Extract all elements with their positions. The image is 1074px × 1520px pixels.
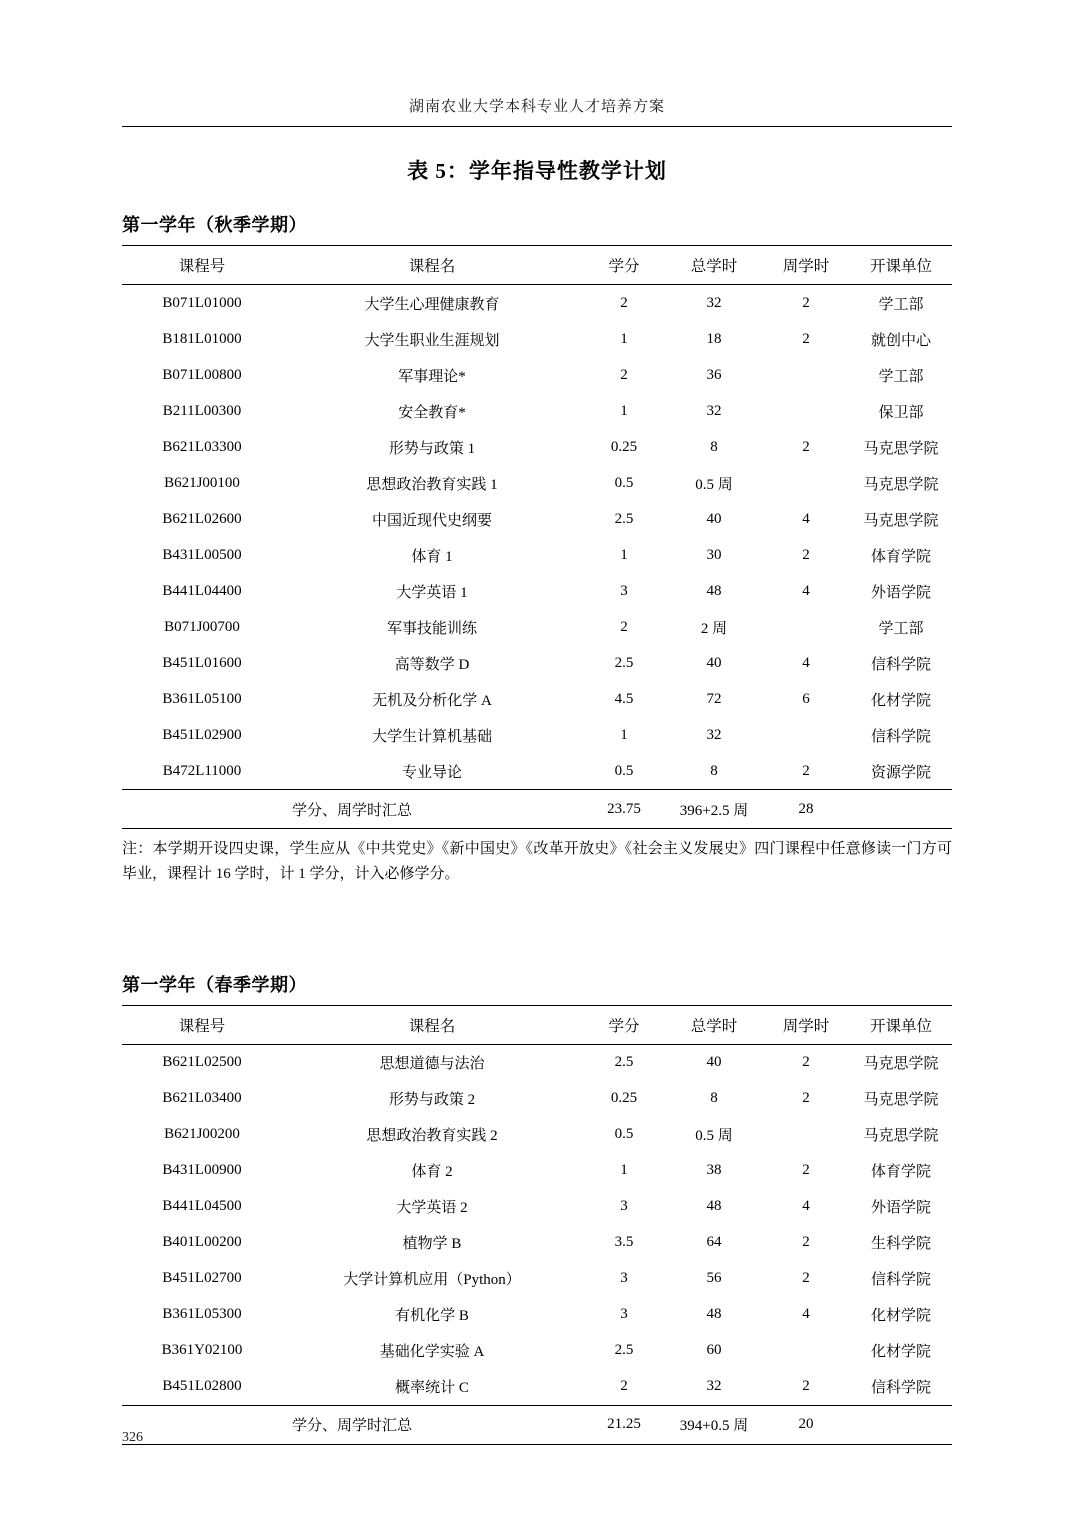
cell-name: 大学英语 2 [396, 1200, 468, 1216]
cell-week [762, 609, 850, 645]
cell-credit: 0.5 [614, 762, 634, 779]
header-divider [122, 126, 952, 127]
cell-credit: 3 [620, 582, 628, 599]
cell-credit: 2.5 [614, 654, 634, 671]
page-title: 表 5：学年指导性教学计划 [407, 159, 667, 183]
cell-total: 48 [706, 1306, 722, 1322]
cell-name: 大学生心理健康教育 [364, 296, 500, 313]
cell-week: 2 [802, 1270, 810, 1286]
summary-credit: 21.25 [607, 1416, 641, 1432]
summary-row-spring [122, 1405, 952, 1444]
cell-dept: 马克思学院 [863, 1128, 939, 1144]
cell-name: 军事技能训练 [386, 620, 477, 637]
plan-table-autumn [122, 245, 952, 829]
table-header-row [122, 246, 952, 285]
cell-code: B451L02700 [162, 1270, 242, 1286]
cell-name: 思想政治教育实践 1 [366, 476, 498, 493]
cell-week: 2 [802, 438, 810, 455]
table-row [122, 1081, 952, 1117]
table-row [122, 1225, 952, 1261]
cell-code: B441L04400 [162, 582, 242, 599]
cell-dept: 资源学院 [870, 764, 931, 781]
cell-total: 60 [706, 1342, 722, 1358]
cell-dept: 保卫部 [878, 404, 924, 421]
cell-name: 大学生职业生涯规划 [364, 332, 500, 349]
table-row [122, 501, 952, 537]
cell-total: 38 [706, 1162, 722, 1178]
cell-week [762, 393, 850, 429]
table-body-spring [122, 1044, 952, 1444]
cell-total: 32 [706, 294, 722, 311]
table-note-autumn: 注：本学期开设四史课，学生应从《中共党史》《新中国史》《改革开放史》《社会主义发展史》四门课程中任意修读一门方可毕业，课程计 16 学时，计 1 学分，计入必修学分。 [122, 841, 952, 882]
cell-dept: 化材学院 [870, 1308, 931, 1324]
cell-total: 56 [706, 1270, 722, 1286]
column-header-name: 课程名 [408, 258, 456, 275]
table-row [122, 429, 952, 465]
cell-week [762, 717, 850, 753]
cell-dept: 马克思学院 [863, 476, 939, 493]
cell-name: 植物学 B [402, 1236, 462, 1252]
table-row [122, 609, 952, 645]
cell-code: B071L01000 [162, 294, 242, 311]
table-row [122, 357, 952, 393]
cell-credit: 3 [620, 1198, 628, 1214]
cell-name: 无机及分析化学 A [372, 692, 492, 709]
cell-total: 40 [706, 510, 722, 527]
cell-name: 有机化学 B [395, 1308, 469, 1324]
cell-dept: 信科学院 [870, 1272, 931, 1288]
cell-credit: 2 [620, 1378, 628, 1394]
section-title-autumn: 第一学年（秋季学期） [122, 215, 307, 235]
cell-dept: 马克思学院 [863, 512, 939, 529]
cell-code: B621J00100 [164, 474, 240, 491]
cell-total: 18 [706, 330, 722, 347]
cell-name: 大学生计算机基础 [371, 728, 492, 745]
cell-dept: 马克思学院 [863, 440, 939, 457]
cell-credit: 1 [620, 1162, 628, 1178]
cell-credit: 1 [620, 402, 628, 419]
cell-week: 2 [802, 330, 810, 347]
cell-credit: 4.5 [614, 690, 634, 707]
cell-dept: 生科学院 [870, 1236, 931, 1252]
cell-dept: 化材学院 [870, 692, 931, 709]
cell-dept: 学工部 [878, 296, 924, 313]
cell-dept: 外语学院 [870, 1200, 931, 1216]
cell-week: 2 [802, 1378, 810, 1394]
summary-dept [850, 790, 952, 829]
summary-label: 学分、周学时汇总 [291, 802, 412, 819]
cell-name: 形势与政策 1 [388, 440, 476, 457]
cell-name: 大学计算机应用（Python） [343, 1272, 521, 1288]
table-row [122, 1117, 952, 1153]
cell-credit: 0.5 [614, 1126, 634, 1142]
cell-week: 4 [802, 1198, 810, 1214]
cell-credit: 1 [620, 546, 628, 563]
column-header-total-hours: 总学时 [690, 258, 738, 275]
section-title-spring: 第一学年（春季学期） [122, 974, 307, 995]
column-header-name: 课程名 [408, 1017, 456, 1035]
cell-code: B472L11000 [162, 762, 242, 779]
table-row [122, 645, 952, 681]
cell-credit: 2.5 [614, 510, 634, 527]
column-header-weekly-hours: 周学时 [782, 258, 830, 275]
cell-name: 安全教育* [398, 404, 466, 421]
cell-total: 48 [706, 1198, 722, 1214]
cell-name: 大学英语 1 [396, 584, 468, 601]
cell-name: 思想政治教育实践 2 [366, 1128, 498, 1144]
cell-total: 72 [706, 690, 722, 707]
table-row [122, 1333, 952, 1369]
cell-total: 8 [710, 762, 718, 779]
cell-week: 2 [802, 1234, 810, 1250]
cell-week: 4 [802, 1306, 810, 1322]
summary-week: 28 [798, 800, 814, 817]
cell-code: B361Y02100 [161, 1342, 243, 1358]
cell-code: B451L01600 [162, 654, 242, 671]
cell-name: 高等数学 D [394, 656, 470, 673]
cell-code: B211L00300 [162, 402, 242, 419]
cell-total: 48 [706, 582, 722, 599]
cell-total: 0.5 周 [695, 476, 733, 493]
column-header-total-hours: 总学时 [690, 1017, 738, 1035]
column-header-credit: 学分 [608, 258, 640, 275]
cell-week [762, 1333, 850, 1369]
cell-credit: 1 [620, 726, 628, 743]
cell-credit: 2.5 [614, 1054, 634, 1070]
cell-credit: 2 [620, 618, 628, 635]
cell-week: 2 [802, 294, 810, 311]
cell-credit: 0.25 [610, 438, 638, 455]
cell-total: 2 周 [700, 620, 728, 637]
cell-dept: 就创中心 [870, 332, 931, 349]
cell-total: 30 [706, 546, 722, 563]
cell-dept: 体育学院 [870, 1164, 931, 1180]
cell-name: 形势与政策 2 [388, 1092, 476, 1108]
cell-dept: 信科学院 [870, 1380, 931, 1396]
summary-credit: 23.75 [607, 800, 641, 817]
cell-dept: 信科学院 [870, 728, 931, 745]
cell-code: B441L04500 [162, 1198, 242, 1214]
cell-credit: 2 [620, 366, 628, 383]
table-header-spring [122, 1005, 952, 1044]
cell-week: 4 [802, 654, 810, 671]
cell-dept: 体育学院 [870, 548, 931, 565]
cell-credit: 0.25 [610, 1090, 638, 1106]
cell-total: 0.5 周 [695, 1128, 733, 1144]
cell-credit: 3.5 [614, 1234, 634, 1250]
summary-row-autumn [122, 790, 952, 829]
cell-code: B071L00800 [162, 366, 242, 383]
cell-credit: 2.5 [614, 1342, 634, 1358]
cell-week: 2 [802, 1054, 810, 1070]
summary-dept [850, 1405, 952, 1444]
table-row [122, 465, 952, 501]
cell-total: 40 [706, 654, 722, 671]
cell-code: B181L01000 [162, 330, 242, 347]
cell-total: 8 [710, 438, 718, 455]
cell-total: 64 [706, 1234, 722, 1250]
cell-week: 2 [802, 1090, 810, 1106]
cell-credit: 1 [620, 330, 628, 347]
cell-code: B431L00500 [162, 546, 242, 563]
table-row [122, 681, 952, 717]
plan-table-spring [122, 1005, 952, 1445]
column-header-credit: 学分 [608, 1017, 640, 1035]
cell-dept: 外语学院 [870, 584, 931, 601]
cell-code: B361L05300 [162, 1306, 242, 1322]
table-row [122, 1297, 952, 1333]
cell-total: 40 [706, 1054, 722, 1070]
cell-code: B451L02900 [162, 726, 242, 743]
cell-week: 4 [802, 510, 810, 527]
cell-code: B621L02600 [162, 510, 242, 527]
cell-total: 32 [706, 402, 722, 419]
table-header-row [122, 1005, 952, 1044]
table-row [122, 285, 952, 322]
cell-name: 中国近现代史纲要 [371, 512, 492, 529]
cell-name: 基础化学实验 A [379, 1344, 485, 1360]
cell-total: 8 [710, 1090, 718, 1106]
cell-week: 6 [802, 690, 810, 707]
running-head: 湖南农业大学本科专业人才培养方案 [408, 99, 665, 115]
cell-code: B621L02500 [162, 1054, 242, 1070]
table-row [122, 321, 952, 357]
cell-code: B361L05100 [162, 690, 242, 707]
section-spacer [0, 887, 1074, 945]
cell-week [762, 1117, 850, 1153]
column-header-weekly-hours: 周学时 [782, 1017, 830, 1035]
cell-credit: 3 [620, 1270, 628, 1286]
cell-dept: 马克思学院 [863, 1092, 939, 1108]
cell-code: B621L03400 [162, 1090, 242, 1106]
cell-code: B071J00700 [164, 618, 240, 635]
cell-total: 36 [706, 366, 722, 383]
table-row [122, 573, 952, 609]
table-row [122, 753, 952, 790]
cell-credit: 0.5 [614, 474, 634, 491]
cell-code: B431L00900 [162, 1162, 242, 1178]
table-header-autumn [122, 246, 952, 285]
summary-total: 394+0.5 周 [679, 1418, 749, 1434]
cell-name: 概率统计 C [395, 1380, 469, 1396]
column-header-department: 开课单位 [869, 1017, 932, 1035]
table-row [122, 1153, 952, 1189]
table-row [122, 393, 952, 429]
cell-week [762, 465, 850, 501]
summary-label: 学分、周学时汇总 [291, 1418, 412, 1434]
table-row [122, 1189, 952, 1225]
cell-week: 2 [802, 1162, 810, 1178]
table-row [122, 717, 952, 753]
cell-week: 2 [802, 546, 810, 563]
cell-week: 2 [802, 762, 810, 779]
cell-name: 体育 1 [411, 548, 453, 565]
column-header-code: 课程号 [178, 258, 226, 275]
cell-dept: 学工部 [878, 368, 924, 385]
cell-name: 专业导论 [401, 764, 462, 781]
summary-week: 20 [798, 1416, 814, 1432]
cell-name: 思想道德与法治 [379, 1056, 485, 1072]
column-header-code: 课程号 [178, 1017, 226, 1035]
cell-name: 军事理论* [398, 368, 466, 385]
cell-name: 体育 2 [411, 1164, 453, 1180]
cell-dept: 信科学院 [870, 656, 931, 673]
page-number: 326 [122, 1430, 143, 1445]
cell-code: B401L00200 [162, 1234, 242, 1250]
cell-dept: 化材学院 [870, 1344, 931, 1360]
cell-dept: 马克思学院 [863, 1056, 939, 1072]
cell-week [762, 357, 850, 393]
cell-total: 32 [706, 726, 722, 743]
cell-credit: 3 [620, 1306, 628, 1322]
cell-code: B621L03300 [162, 438, 242, 455]
cell-code: B621J00200 [164, 1126, 240, 1142]
cell-code: B451L02800 [162, 1378, 242, 1394]
table-row [122, 1261, 952, 1297]
table-row [122, 1044, 952, 1081]
summary-total: 396+2.5 周 [679, 802, 749, 819]
table-row [122, 1369, 952, 1406]
column-header-department: 开课单位 [869, 258, 932, 275]
cell-credit: 2 [620, 294, 628, 311]
table-body-autumn [122, 285, 952, 829]
cell-total: 32 [706, 1378, 722, 1394]
cell-dept: 学工部 [878, 620, 924, 637]
table-row [122, 537, 952, 573]
cell-week: 4 [802, 582, 810, 599]
